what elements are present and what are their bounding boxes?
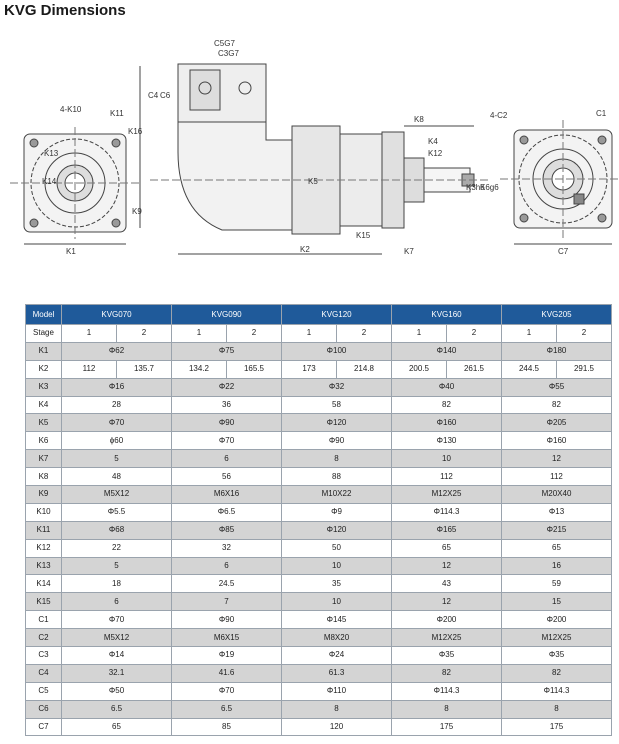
table-row	[26, 575, 612, 593]
row-label: C6	[26, 700, 62, 718]
value-cell: Φ160	[392, 414, 502, 432]
stage-cell: 2	[227, 325, 282, 343]
value-cell: Φ145	[282, 611, 392, 629]
table-row	[26, 629, 612, 647]
label-k4: K4	[428, 137, 438, 146]
stage-cell: 1	[282, 325, 337, 343]
value-cell: Φ70	[62, 611, 172, 629]
value-cell: Φ22	[172, 378, 282, 396]
table-row	[26, 611, 612, 629]
stage-cell: 2	[337, 325, 392, 343]
label-c3: C3G7	[218, 49, 239, 58]
value-cell: 28	[62, 396, 172, 414]
label-c2: 4-C2	[490, 111, 508, 120]
value-cell: 12	[392, 557, 502, 575]
value-cell: 200.5	[392, 360, 447, 378]
model-label: Model	[26, 305, 62, 325]
row-label: C1	[26, 611, 62, 629]
value-cell: M12X25	[502, 629, 612, 647]
value-cell: 120	[282, 718, 392, 736]
value-cell: Φ9	[282, 503, 392, 521]
value-cell: Φ200	[502, 611, 612, 629]
value-cell: Φ13	[502, 503, 612, 521]
value-cell: 6	[62, 593, 172, 611]
dimension-drawing	[0, 22, 619, 270]
value-cell: 8	[282, 700, 392, 718]
value-cell: 18	[62, 575, 172, 593]
value-cell: 35	[282, 575, 392, 593]
value-cell: Φ35	[502, 647, 612, 665]
stage-row	[26, 325, 612, 343]
value-cell: 134.2	[172, 360, 227, 378]
value-cell: 56	[172, 468, 282, 486]
table-row	[26, 450, 612, 468]
value-cell: 65	[502, 539, 612, 557]
table-row	[26, 682, 612, 700]
value-cell: Φ5.5	[62, 503, 172, 521]
label-k3: K3h6	[466, 183, 485, 192]
stage-cell: 2	[557, 325, 612, 343]
value-cell: 22	[62, 539, 172, 557]
value-cell: 135.7	[117, 360, 172, 378]
value-cell: Φ55	[502, 378, 612, 396]
label-k6: K6g6	[480, 183, 499, 192]
value-cell: 291.5	[557, 360, 612, 378]
model-header: KVG160	[392, 305, 502, 325]
row-label: K14	[26, 575, 62, 593]
value-cell: 6	[172, 450, 282, 468]
label-k14: K14	[42, 177, 57, 186]
value-cell: Φ165	[392, 521, 502, 539]
input-flange-view	[10, 127, 140, 244]
value-cell: 50	[282, 539, 392, 557]
value-cell: Φ114.3	[392, 503, 502, 521]
value-cell: M6X16	[172, 486, 282, 504]
value-cell: M20X40	[502, 486, 612, 504]
value-cell: Φ40	[392, 378, 502, 396]
value-cell: 261.5	[447, 360, 502, 378]
value-cell: Φ24	[282, 647, 392, 665]
table-row	[26, 360, 612, 378]
value-cell: 24.5	[172, 575, 282, 593]
value-cell: Φ14	[62, 647, 172, 665]
table-row	[26, 378, 612, 396]
value-cell: Φ35	[392, 647, 502, 665]
value-cell: 48	[62, 468, 172, 486]
row-label: K2	[26, 360, 62, 378]
value-cell: Φ90	[172, 611, 282, 629]
label-k10: 4-K10	[60, 105, 82, 114]
value-cell: Φ205	[502, 414, 612, 432]
value-cell: 82	[502, 664, 612, 682]
value-cell: Φ70	[172, 432, 282, 450]
label-c4: C4	[148, 91, 159, 100]
row-label: K10	[26, 503, 62, 521]
row-label: K5	[26, 414, 62, 432]
value-cell: 16	[502, 557, 612, 575]
gearbox-side-view	[140, 64, 490, 254]
value-cell: 10	[282, 593, 392, 611]
value-cell: Φ100	[282, 342, 392, 360]
value-cell: 82	[392, 396, 502, 414]
value-cell: M5X12	[62, 486, 172, 504]
value-cell: 85	[172, 718, 282, 736]
value-cell: Φ16	[62, 378, 172, 396]
value-cell: 112	[62, 360, 117, 378]
value-cell: 6	[172, 557, 282, 575]
value-cell: 32.1	[62, 664, 172, 682]
row-label: K6	[26, 432, 62, 450]
value-cell: 12	[502, 450, 612, 468]
value-cell: 8	[502, 700, 612, 718]
row-label: K1	[26, 342, 62, 360]
value-cell: 36	[172, 396, 282, 414]
value-cell: 112	[502, 468, 612, 486]
value-cell: 214.8	[337, 360, 392, 378]
value-cell: M10X22	[282, 486, 392, 504]
value-cell: Φ50	[62, 682, 172, 700]
label-c1: C1	[596, 109, 607, 118]
value-cell: Φ160	[502, 432, 612, 450]
value-cell: 6.5	[62, 700, 172, 718]
value-cell: Φ200	[392, 611, 502, 629]
value-cell: Φ90	[282, 432, 392, 450]
value-cell: Φ75	[172, 342, 282, 360]
model-header: KVG070	[62, 305, 172, 325]
label-k5: K5	[308, 177, 318, 186]
row-label: C5	[26, 682, 62, 700]
dimensions-table	[25, 304, 612, 736]
value-cell: Φ215	[502, 521, 612, 539]
stage-cell: 2	[117, 325, 172, 343]
value-cell: 7	[172, 593, 282, 611]
value-cell: 175	[502, 718, 612, 736]
value-cell: Φ130	[392, 432, 502, 450]
table-row	[26, 414, 612, 432]
table-row	[26, 503, 612, 521]
value-cell: M5X12	[62, 629, 172, 647]
table-row	[26, 557, 612, 575]
value-cell: 82	[502, 396, 612, 414]
value-cell: 82	[392, 664, 502, 682]
value-cell: 6.5	[172, 700, 282, 718]
value-cell: 175	[392, 718, 502, 736]
value-cell: Φ90	[172, 414, 282, 432]
label-c7: C7	[558, 247, 569, 256]
value-cell: 5	[62, 557, 172, 575]
stage-cell: 1	[172, 325, 227, 343]
model-header: KVG090	[172, 305, 282, 325]
value-cell: M12X25	[392, 629, 502, 647]
value-cell: Φ120	[282, 414, 392, 432]
value-cell: Φ120	[282, 521, 392, 539]
value-cell: 12	[392, 593, 502, 611]
value-cell: 244.5	[502, 360, 557, 378]
value-cell: 58	[282, 396, 392, 414]
value-cell: Φ19	[172, 647, 282, 665]
value-cell: Φ32	[282, 378, 392, 396]
value-cell: Φ6.5	[172, 503, 282, 521]
value-cell: M12X25	[392, 486, 502, 504]
value-cell: 8	[282, 450, 392, 468]
label-k1: K1	[66, 247, 76, 256]
label-k15: K15	[356, 231, 371, 240]
table-row	[26, 342, 612, 360]
value-cell: ϕ60	[62, 432, 172, 450]
label-c6: C6	[160, 91, 171, 100]
value-cell: 43	[392, 575, 502, 593]
value-cell: Φ62	[62, 342, 172, 360]
label-k8: K8	[414, 115, 424, 124]
table-row	[26, 647, 612, 665]
value-cell: 10	[392, 450, 502, 468]
stage-label: Stage	[26, 325, 62, 343]
value-cell: 88	[282, 468, 392, 486]
output-flange-view	[500, 120, 619, 244]
stage-cell: 1	[392, 325, 447, 343]
row-label: K13	[26, 557, 62, 575]
value-cell: 59	[502, 575, 612, 593]
value-cell: 10	[282, 557, 392, 575]
row-label: C3	[26, 647, 62, 665]
value-cell: 32	[172, 539, 282, 557]
value-cell: Φ114.3	[392, 682, 502, 700]
label-k11: K11	[110, 109, 124, 118]
model-header-row	[26, 305, 612, 325]
page-title: KVG Dimensions	[4, 2, 126, 19]
table-row	[26, 486, 612, 504]
table-row	[26, 396, 612, 414]
value-cell: 65	[392, 539, 502, 557]
label-k9: K9	[132, 207, 142, 216]
value-cell: 8	[392, 700, 502, 718]
row-label: K12	[26, 539, 62, 557]
table-row	[26, 593, 612, 611]
value-cell: 61.3	[282, 664, 392, 682]
stage-cell: 1	[502, 325, 557, 343]
label-k7: K7	[404, 247, 414, 256]
stage-cell: 1	[62, 325, 117, 343]
row-label: K11	[26, 521, 62, 539]
row-label: K3	[26, 378, 62, 396]
label-k12: K12	[428, 149, 443, 158]
value-cell: 173	[282, 360, 337, 378]
model-header: KVG205	[502, 305, 612, 325]
row-label: K15	[26, 593, 62, 611]
value-cell: Φ110	[282, 682, 392, 700]
value-cell: 112	[392, 468, 502, 486]
table-row	[26, 432, 612, 450]
table-row	[26, 700, 612, 718]
label-k2: K2	[300, 245, 310, 254]
value-cell: 165.5	[227, 360, 282, 378]
value-cell: 5	[62, 450, 172, 468]
table-row	[26, 664, 612, 682]
value-cell: M6X15	[172, 629, 282, 647]
value-cell: Φ140	[392, 342, 502, 360]
value-cell: Φ85	[172, 521, 282, 539]
table-row	[26, 718, 612, 736]
row-label: K8	[26, 468, 62, 486]
label-k13: K13	[44, 149, 59, 158]
row-label: K4	[26, 396, 62, 414]
row-label: C4	[26, 664, 62, 682]
table-row	[26, 468, 612, 486]
row-label: C2	[26, 629, 62, 647]
row-label: C7	[26, 718, 62, 736]
value-cell: Φ70	[172, 682, 282, 700]
table-row	[26, 521, 612, 539]
value-cell: Φ68	[62, 521, 172, 539]
row-label: K9	[26, 486, 62, 504]
table-row	[26, 539, 612, 557]
value-cell: 15	[502, 593, 612, 611]
stage-cell: 2	[447, 325, 502, 343]
value-cell: M8X20	[282, 629, 392, 647]
model-header: KVG120	[282, 305, 392, 325]
value-cell: 65	[62, 718, 172, 736]
value-cell: Φ180	[502, 342, 612, 360]
value-cell: Φ70	[62, 414, 172, 432]
row-label: K7	[26, 450, 62, 468]
label-k16: K16	[128, 127, 143, 136]
label-c5: C5G7	[214, 39, 235, 48]
value-cell: Φ114.3	[502, 682, 612, 700]
value-cell: 41.6	[172, 664, 282, 682]
